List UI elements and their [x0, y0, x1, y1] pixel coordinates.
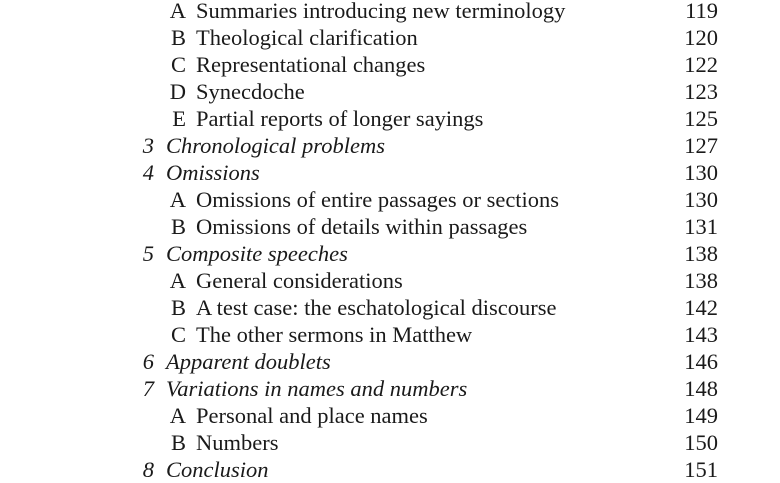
toc-entry-title: A test case: the eschatological discourse [196, 295, 557, 320]
toc-entry-page-number: 130 [684, 160, 718, 185]
toc-entry-title: Apparent doublets [166, 349, 331, 374]
toc-entry-page-number: 130 [684, 187, 718, 212]
toc-entry-page-number: 138 [684, 268, 718, 293]
toc-entry-label: 4 [142, 160, 154, 185]
toc-entry-title: Chronological problems [166, 133, 385, 158]
toc-entry-page-number: 151 [684, 457, 718, 482]
toc-section-row [0, 348, 780, 375]
toc-entry-page-number: 123 [684, 79, 718, 104]
toc-subsection-row [0, 51, 780, 78]
toc-subsection-row [0, 429, 780, 456]
toc-entry-title: Conclusion [166, 457, 269, 482]
toc-subsection-row [0, 213, 780, 240]
toc-section-row [0, 159, 780, 186]
toc-section-row [0, 132, 780, 159]
toc-entry-title: Summaries introducing new terminology [196, 0, 566, 23]
toc-entry-label: D [169, 79, 186, 104]
toc-entry-title: Omissions of entire passages or sections [196, 187, 560, 212]
toc-entry-label: C [170, 52, 186, 77]
toc-entry-title: Synecdoche [196, 79, 305, 104]
toc-entry-label: B [170, 214, 186, 239]
toc-entry-title: Composite speeches [166, 241, 348, 266]
toc-subsection-row [0, 267, 780, 294]
toc-entry-label: B [170, 295, 186, 320]
toc-entry-label: 7 [142, 376, 154, 401]
toc-entry-label: A [169, 403, 186, 428]
toc-section-row [0, 240, 780, 267]
toc-entry-label: 6 [142, 349, 154, 374]
toc-entry-page-number: 119 [685, 0, 718, 23]
toc-entry-page-number: 120 [684, 25, 718, 50]
toc-entry-page-number: 122 [684, 52, 718, 77]
toc-subsection-row [0, 24, 780, 51]
toc-entry-label: A [169, 0, 186, 23]
toc-subsection-row [0, 294, 780, 321]
toc-entry-label: A [169, 268, 186, 293]
toc-subsection-row [0, 78, 780, 105]
toc-entry-page-number: 150 [684, 430, 718, 455]
toc-entry-page-number: 146 [684, 349, 718, 374]
toc-entry-page-number: 142 [684, 295, 718, 320]
toc-entry-label: C [170, 322, 186, 347]
toc-subsection-row [0, 186, 780, 213]
toc-entry-label: E [172, 106, 186, 131]
toc-entry-title: General considerations [196, 268, 403, 293]
toc-entry-title: Partial reports of longer sayings [196, 106, 484, 131]
toc-entry-title: The other sermons in Matthew [196, 322, 473, 347]
toc-entry-page-number: 149 [684, 403, 718, 428]
toc-entry-page-number: 148 [684, 376, 718, 401]
toc-entry-title: Representational changes [196, 52, 426, 77]
toc-subsection-row [0, 0, 780, 24]
toc-entry-label: 3 [142, 133, 154, 158]
toc-entry-label: 5 [142, 241, 154, 266]
toc-subsection-row [0, 321, 780, 348]
toc-subsection-row [0, 105, 780, 132]
toc-entry-page-number: 143 [684, 322, 718, 347]
toc-section-row [0, 375, 780, 402]
toc-entry-title: Omissions [166, 160, 260, 185]
toc-entry-title: Omissions of details within passages [196, 214, 528, 239]
toc-entry-page-number: 138 [684, 241, 718, 266]
toc-entry-page-number: 125 [684, 106, 718, 131]
toc-entry-label: B [170, 25, 186, 50]
toc-entry-label: A [169, 187, 186, 212]
toc-entry-page-number: 131 [684, 214, 718, 239]
toc-entry-label: B [170, 430, 186, 455]
toc-entry-label: 8 [142, 457, 154, 482]
toc-entry-title: Variations in names and numbers [166, 376, 468, 401]
toc-entry-page-number: 127 [684, 133, 718, 158]
toc-entry-title: Numbers [196, 430, 279, 455]
toc-entry-title: Theological clarification [196, 25, 418, 50]
toc-subsection-row [0, 402, 780, 429]
toc-entry-title: Personal and place names [196, 403, 428, 428]
